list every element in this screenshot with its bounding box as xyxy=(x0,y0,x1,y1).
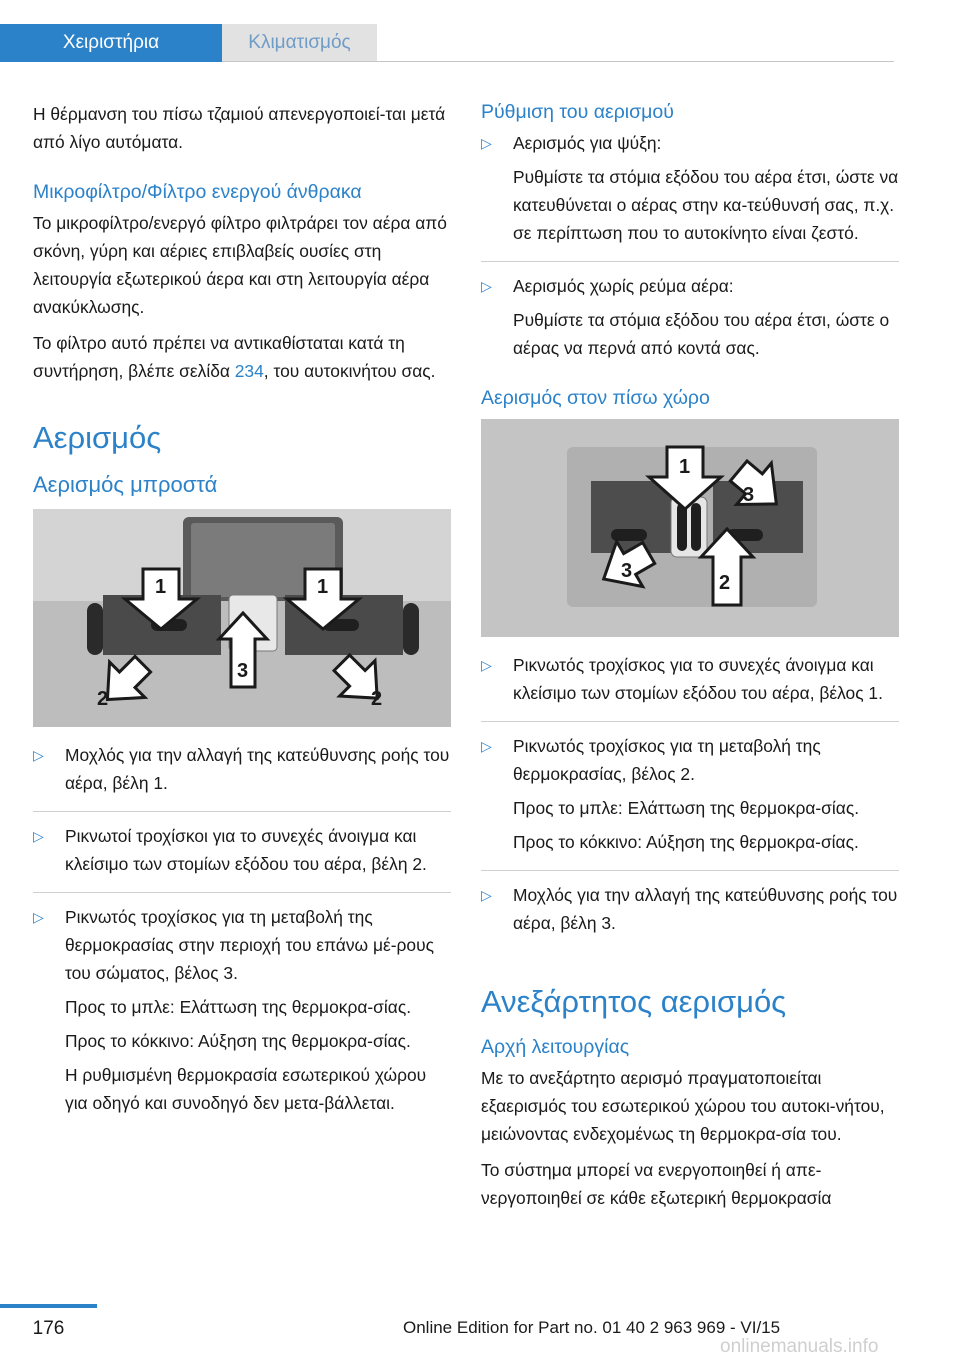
filter-paragraph-2 xyxy=(33,329,451,385)
list-item xyxy=(481,129,899,262)
triangle-bullet-icon: ▷ xyxy=(481,738,492,754)
watermark: onlinemanuals.info xyxy=(720,1336,879,1357)
filter-paragraph-1: Το μικροφίλτρο/ενεργό φίλτρο φιλτράρει τον αέρα από σκόνη, γύρη και αέριες επιβλαβείς ουσίες στη λειτουργία εξωτερικού άερα και στη λειτουργία αέρα ανακύκλωσης. xyxy=(33,213,447,317)
list-item-subtext: Προς το μπλε: Ελάττωση της θερμοκρα-σίας. xyxy=(513,798,860,818)
principle-paragraph-2: Το σύστημα μπορεί να ενεργοποιηθεί ή απε-νεργοποιηθεί σε κάθε εξωτερική θερμοκρασία xyxy=(481,1160,832,1208)
filter-text-b: , του αυτοκινήτου σας. xyxy=(263,361,436,381)
principle-heading: Αρχή λειτουργίας xyxy=(481,1036,630,1058)
header-rule xyxy=(222,61,894,62)
triangle-bullet-icon: ▷ xyxy=(481,887,492,903)
tab-controls[interactable]: Χειριστήρια xyxy=(0,24,222,62)
list-item-text: Μοχλός για την αλλαγή της κατεύθυνσης ροής του αέρα, βέλη 1. xyxy=(65,745,450,793)
front-figure-label: 2 xyxy=(371,688,383,710)
list-item-text: Ρυθμίστε τα στόμια εξόδου του αέρα έτσι, ώστε να κατευθύνεται ο αέρας στην κα-τεύθυνσή σας, π.χ. σε περίπτωση που το αυτοκίνητο είναι ζεστό. xyxy=(513,167,899,243)
list-item-subtext: Η ρυθμισμένη θερμοκρασία εσωτερικού χώρου για οδηγό και συνοδηγό δεν μετα-βάλλεται. xyxy=(65,1065,427,1113)
rear-vents-illustration xyxy=(481,419,899,637)
list-item-text: Ρικνωτός τροχίσκος για το συνεχές άνοιγμα και κλείσιμο των στομίων εξόδου του αέρα, βέλος 1. xyxy=(513,655,883,703)
triangle-bullet-icon: ▷ xyxy=(481,278,492,294)
list-item-title: Αερισμός για ψύξη: xyxy=(513,133,662,153)
front-figure-label: 1 xyxy=(155,576,167,598)
rear-figure-label: 1 xyxy=(679,456,691,478)
triangle-bullet-icon: ▷ xyxy=(33,828,44,844)
page-link[interactable]: 234 xyxy=(234,361,264,381)
list-item-text: Ρικνωτός τροχίσκος για τη μεταβολή της θερμοκρασίας, βέλος 2. xyxy=(513,736,821,784)
adjust-heading: Ρύθμιση του αερισμού xyxy=(481,101,674,123)
ventilation-heading: Αερισμός xyxy=(33,420,162,455)
rear-figure-label: 2 xyxy=(719,572,731,594)
rear-figure-label: 3 xyxy=(743,484,755,506)
triangle-bullet-icon: ▷ xyxy=(481,657,492,673)
list-item xyxy=(481,651,899,722)
triangle-bullet-icon: ▷ xyxy=(33,747,44,763)
right-column xyxy=(481,100,899,1220)
front-vents-figure xyxy=(33,509,451,727)
intro-text: Η θέρμανση του πίσω τζαμιού απενεργοποιεί-ται μετά από λίγο αυτόματα. xyxy=(33,104,446,152)
list-item-subtext: Προς το μπλε: Ελάττωση της θερμοκρα-σίας. xyxy=(65,997,412,1017)
triangle-bullet-icon: ▷ xyxy=(481,135,492,151)
page-number: 176 xyxy=(32,1318,65,1339)
list-item-title: Αερισμός χωρίς ρεύμα αέρα: xyxy=(513,276,734,296)
list-item-subtext: Προς το κόκκινο: Αύξηση της θερμοκρα-σίας. xyxy=(65,1031,411,1051)
front-figure-label: 2 xyxy=(97,688,109,710)
list-item xyxy=(481,732,899,871)
rear-vents-figure xyxy=(481,419,899,637)
list-item xyxy=(33,822,451,893)
list-item xyxy=(33,903,451,1131)
rear-ventilation-heading: Αερισμός στον πίσω χώρο xyxy=(481,387,710,409)
list-item-text: Μοχλός για την αλλαγή της κατεύθυνσης ροής του αέρα, βέλη 3. xyxy=(513,885,898,933)
list-item-text: Ρικνωτός τροχίσκος για τη μεταβολή της θερμοκρασίας στην περιοχή του επάνω μέ-ρους του σώματος, βέλος 3. xyxy=(65,907,434,983)
list-item xyxy=(481,881,899,951)
front-figure-label: 1 xyxy=(317,576,329,598)
list-item-text: Ρυθμίστε τα στόμια εξόδου του αέρα έτσι, ώστε ο αέρας να περνά από κοντά σας. xyxy=(513,310,890,358)
left-column xyxy=(33,100,451,1141)
list-item xyxy=(481,272,899,376)
front-ventilation-heading: Αερισμός μπροστά xyxy=(33,472,218,497)
front-vents-illustration xyxy=(33,509,451,727)
principle-paragraph-1: Με το ανεξάρτητο αερισμό πραγματοποιείται εξαερισμός του εσωτερικού χώρου του αυτοκι-νήτου, μειώνοντας ενδεχομένως τη θερμοκρα-σία του. xyxy=(481,1068,885,1144)
list-item xyxy=(33,741,451,812)
header-bar xyxy=(0,0,960,62)
list-item-subtext: Προς το κόκκινο: Αύξηση της θερμοκρα-σίας. xyxy=(513,832,859,852)
filter-heading: Μικροφίλτρο/Φίλτρο ενεργού άνθρακα xyxy=(33,181,362,203)
triangle-bullet-icon: ▷ xyxy=(33,909,44,925)
footer-accent-bar xyxy=(0,1304,97,1308)
tab-climate[interactable]: Κλιματισμός xyxy=(222,24,377,62)
front-figure-label: 3 xyxy=(237,660,249,682)
independent-ventilation-heading: Ανεξάρτητος αερισμός xyxy=(481,984,787,1019)
rear-figure-label: 3 xyxy=(621,560,633,582)
list-item-text: Ρικνωτοί τροχίσκοι για το συνεχές άνοιγμα και κλείσιμο των στομίων εξόδου του αέρα, βέλη 2. xyxy=(65,826,427,874)
edition-text: Online Edition for Part no. 01 40 2 963 969 - VI/15 xyxy=(403,1318,781,1337)
filter-text-a: Το φίλτρο αυτό πρέπει να αντικαθίσταται κατά τη συντήρηση, βλέπε σελίδα xyxy=(33,333,405,381)
